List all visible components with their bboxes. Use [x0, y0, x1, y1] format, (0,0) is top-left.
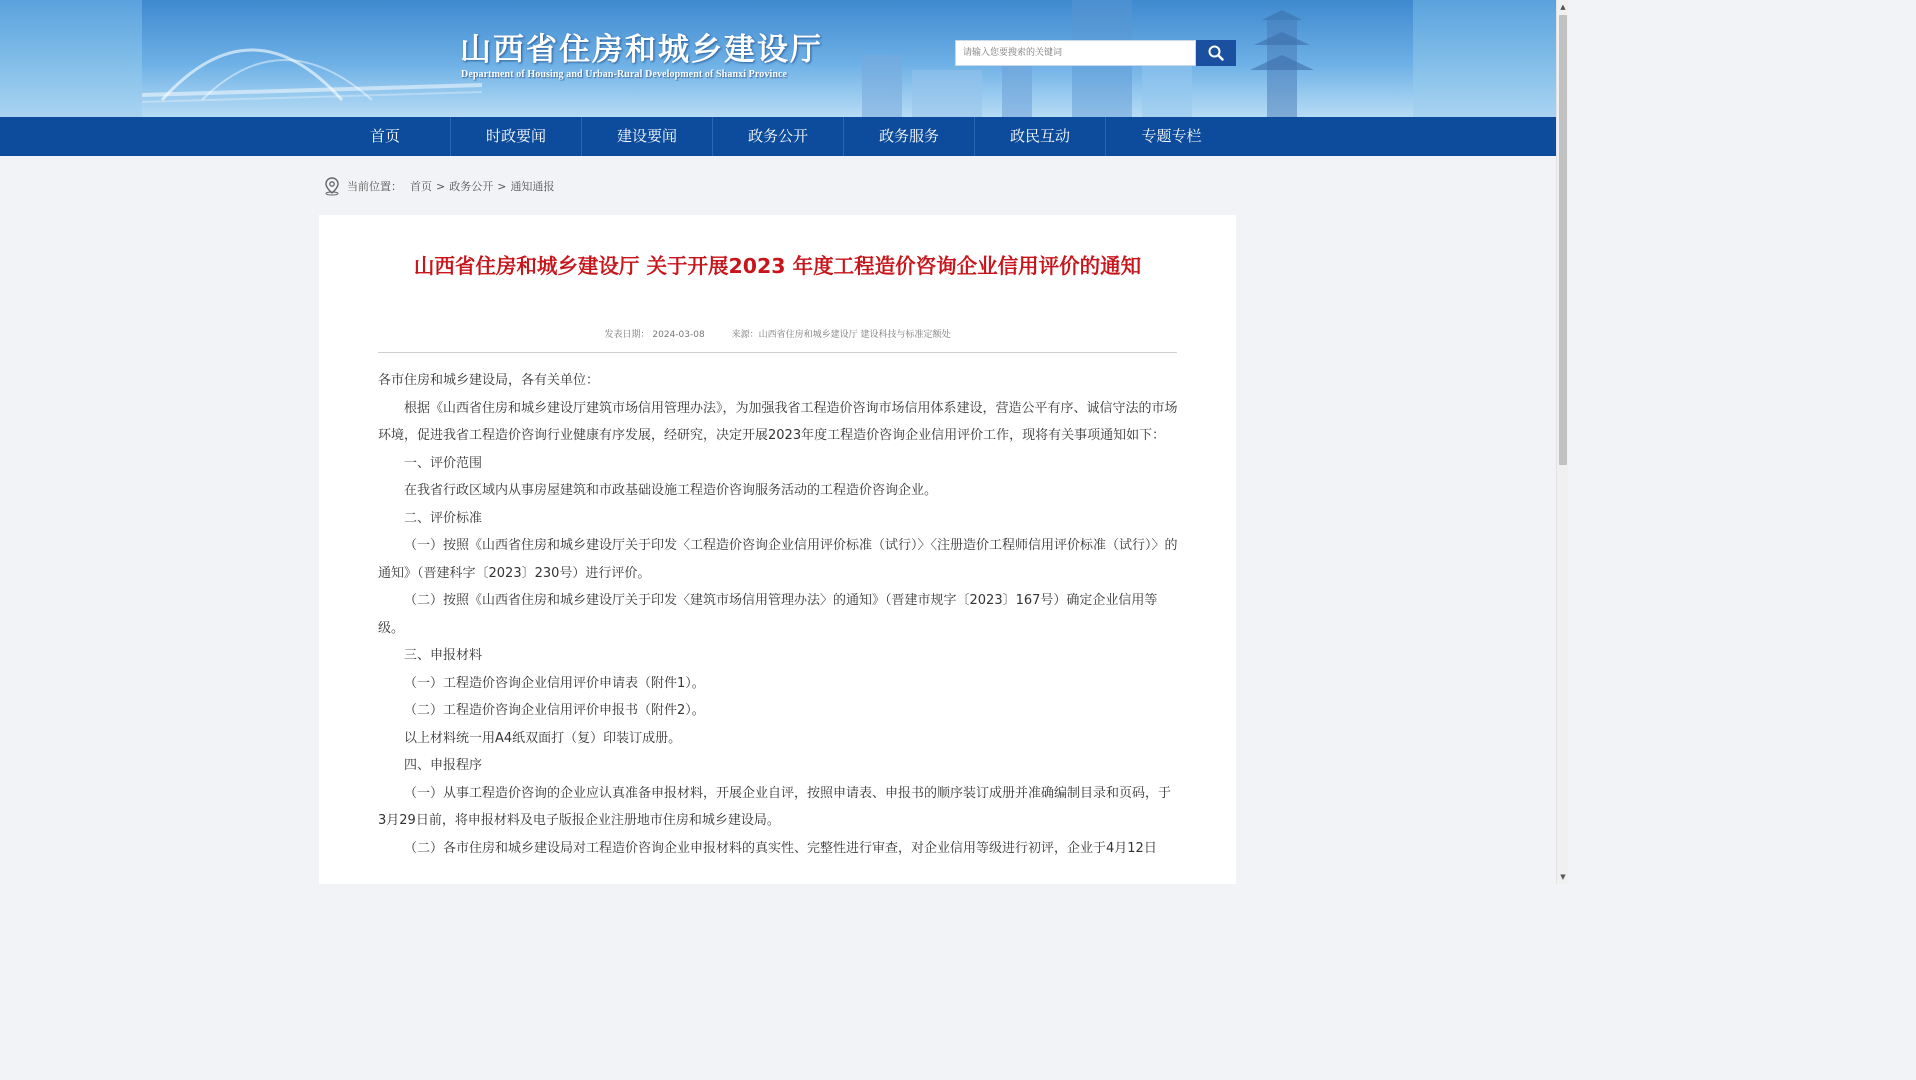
scrollbar-thumb[interactable]: [1559, 15, 1567, 465]
article-paragraph: （一）工程造价咨询企业信用评价申请表（附件1）。: [404, 675, 705, 691]
nav-item-government-affairs[interactable]: 政务公开: [713, 117, 844, 156]
bridge-illustration: [142, 0, 482, 117]
article-paragraph: 在我省行政区域内从事房屋建筑和市政基础设施工程造价咨询服务活动的工程造价咨询企业。: [404, 483, 938, 498]
nav-item-government-services[interactable]: 政务服务: [844, 117, 975, 156]
scroll-up-arrow-icon[interactable]: ▲: [1560, 3, 1566, 11]
search-input[interactable]: [955, 40, 1196, 66]
nav-item-public-interaction[interactable]: 政民互动: [975, 117, 1106, 156]
article-paragraph: （一）从事工程造价咨询的企业应认真准备申报材料，开展企业自评，按照申请表、申报书的顺序装订成册并准确编制目录和页码，于3月29日前，将申报材料及电子版报企业注册地市住房和城乡建设局。: [378, 785, 1172, 828]
article-paragraph: 一、评价范围: [404, 455, 483, 471]
site-header: [0, 0, 1556, 117]
breadcrumb-home-link[interactable]: 首页: [410, 180, 432, 193]
article-panel: [319, 215, 1236, 884]
article-paragraph: 四、申报程序: [404, 758, 483, 773]
nav-item-construction-news[interactable]: 建设要闻: [582, 117, 713, 156]
nav-item-special-topics[interactable]: 专题专栏: [1141, 127, 1202, 145]
scroll-down-arrow-icon[interactable]: ▼: [1560, 873, 1566, 881]
article-paragraph: （一）按照《山西省住房和城乡建设厅关于印发〈工程造价咨询企业信用评价标准（试行）〉〈注册造价工程师信用评价标准（试行）〉的通知》（晋建科字〔2023〕230号）进行评价。: [378, 538, 1178, 581]
article-paragraph: 根据《山西省住房和城乡建设厅建筑市场信用管理办法》，为加强我省工程造价咨询市场信用体系建设，营造公平有序、诚信守法的市场环境，促进我省工程造价咨询行业健康有序发展，经研究，决定开展2023年度工程造价咨询企业信用评价工作，现将有关事项通知如下：: [378, 400, 1178, 443]
main-nav: [0, 117, 1556, 156]
article-source: 来源：山西省住房和城乡建设厅 建设科技与标准定额处: [731, 330, 951, 340]
breadcrumb-government-affairs-link[interactable]: 政务公开: [449, 180, 494, 193]
breadcrumb: [322, 175, 554, 197]
article-paragraph: 各市住房和城乡建设局，各有关单位：: [378, 373, 600, 388]
breadcrumb-separator: >: [436, 179, 446, 193]
article-paragraph: （二）各市住房和城乡建设局对工程造价咨询企业申报材料的真实性、完整性进行审查，对企业信用等级进行初评，企业于4月12日: [404, 840, 1157, 856]
article-body: [378, 367, 1178, 862]
title-divider: [378, 352, 1177, 353]
search-button[interactable]: [1196, 40, 1236, 66]
article-meta: [319, 327, 1236, 340]
site-title[interactable]: 山西省住房和城乡建设厅: [460, 32, 823, 68]
breadcrumb-separator: >: [497, 179, 507, 193]
article-paragraph: （二）工程造价咨询企业信用评价申报书（附件2）。: [404, 703, 705, 718]
breadcrumb-notices-link[interactable]: 通知通报: [510, 180, 555, 193]
vertical-scrollbar[interactable]: [1556, 0, 1568, 884]
publish-date: 发表日期： 2024-03-08: [604, 330, 705, 340]
nav-item-current-affairs[interactable]: 时政要闻: [451, 117, 582, 156]
search-icon: [1208, 45, 1224, 61]
article-paragraph: 三、申报材料: [404, 648, 483, 663]
nav-item-home[interactable]: 首页: [320, 117, 451, 156]
article-paragraph: （二）按照《山西省住房和城乡建设厅关于印发〈建筑市场信用管理办法〉的通知》（晋建市规字〔2023〕167号）确定企业信用等级。: [378, 593, 1158, 636]
breadcrumb-label: 当前位置：: [347, 180, 402, 193]
article-paragraph: 以上材料统一用A4纸双面打（复）印装订成册。: [404, 730, 682, 746]
location-pin-icon: [322, 176, 342, 196]
article-title: 山西省住房和城乡建设厅 关于开展2023 年度工程造价咨询企业信用评价的通知: [413, 254, 1142, 278]
site-subtitle: Department of Housing and Urban-Rural Development of Shanxi Province: [461, 69, 788, 80]
article-paragraph: 二、评价标准: [404, 510, 483, 526]
